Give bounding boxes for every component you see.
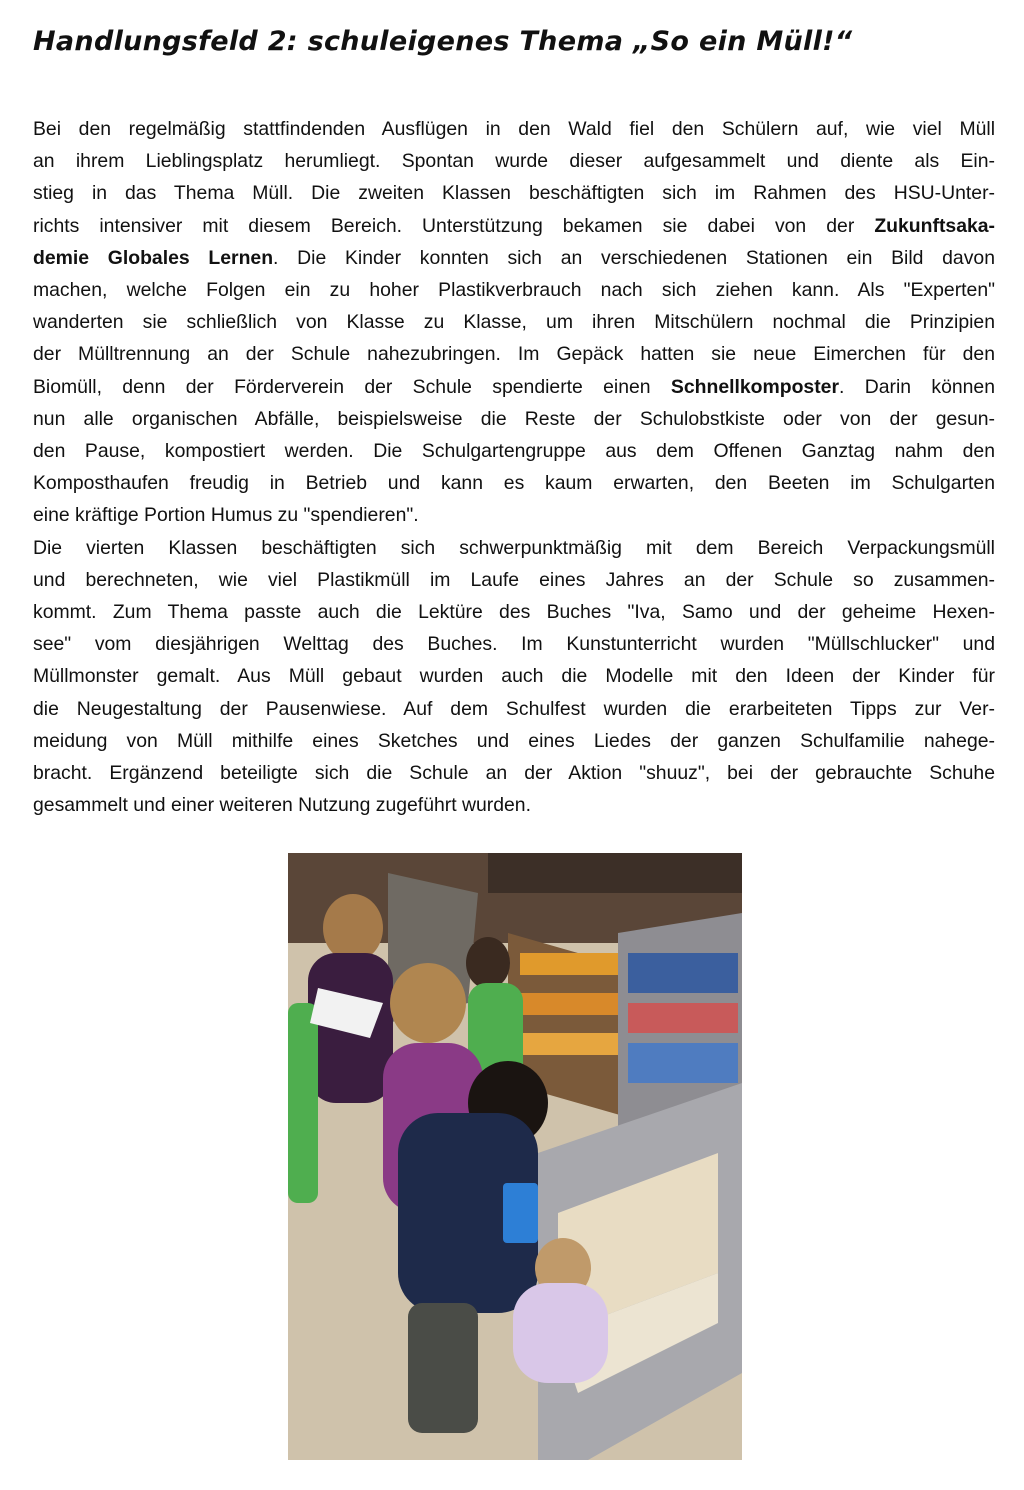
text-line: see" vom diesjährigen Welttag des Buches. Im Kunstunterricht wurden "Müllschlucker" und bbox=[33, 633, 995, 656]
photo-tablet bbox=[503, 1183, 538, 1243]
text-line: bracht. Ergänzend beteiligte sich die Schule an der Aktion "shuuz", bei der gebrauchte Schuhe bbox=[33, 762, 995, 785]
text-line: den Pause, kompostiert werden. Die Schulgartengruppe aus dem Offenen Ganztag nahm den bbox=[33, 440, 995, 463]
text-fragment: . Die Kinder konnten sich an verschiedenen Stationen ein Bild davon bbox=[273, 246, 995, 269]
highlight-zukunftsakademie-part1: Zukunftsaka- bbox=[874, 214, 995, 237]
highlight-schnellkomposter: Schnellkomposter bbox=[670, 375, 840, 398]
text-line: gesammelt und einer weiteren Nutzung zugeführt wurden. bbox=[33, 794, 531, 817]
text-line bbox=[33, 210, 995, 242]
text-line: meidung von Müll mithilfe eines Sketches und eines Liedes der ganzen Schulfamilie nahege- bbox=[33, 729, 995, 752]
text-fragment: Biomüll, denn der Förderverein der Schule spendierte einen bbox=[33, 375, 671, 398]
photo-child-hair bbox=[323, 894, 383, 962]
text-line: Müllmonster gemalt. Aus Müll gebaut wurden auch die Modelle mit den Ideen der Kinder für bbox=[33, 665, 995, 688]
text-line: wanderten sie schließlich von Klasse zu Klasse, um ihren Mitschülern nochmal die Prinzipien bbox=[33, 311, 995, 334]
text-fragment: richts intensiver mit diesem Bereich. Unterstützung bekamen sie dabei von der bbox=[33, 214, 875, 237]
text-line: die Neugestaltung der Pausenwiese. Auf dem Schulfest wurden die erarbeiteten Tipps zur Ver- bbox=[33, 697, 995, 720]
text-line: kommt. Zum Thema passte auch die Lektüre des Buches "Iva, Samo und der geheime Hexen- bbox=[33, 601, 995, 624]
article-body bbox=[33, 113, 995, 821]
text-line: stieg in das Thema Müll. Die zweiten Klassen beschäftigten sich im Rahmen des HSU-Unter- bbox=[33, 182, 995, 205]
text-line bbox=[33, 371, 995, 403]
text-line: Bei den regelmäßig stattfindenden Ausflügen in den Wald fiel den Schülern auf, wie viel Müll bbox=[33, 118, 995, 140]
text-line: Komposthaufen freudig in Betrieb und kann es kaum erwarten, den Beeten im Schulgarten bbox=[33, 472, 995, 495]
supermarket-photo bbox=[288, 853, 742, 1460]
text-line: der Mülltrennung an der Schule nahezubringen. Im Gepäck hatten sie neue Eimerchen für den bbox=[33, 343, 995, 366]
page-title: Handlungsfeld 2: schuleigenes Thema „So ein Müll!“ bbox=[33, 26, 853, 57]
highlight-zukunftsakademie-part2: demie Globales Lernen bbox=[33, 246, 274, 269]
text-line: machen, welche Folgen ein zu hoher Plastikverbrauch nach sich ziehen kann. Als "Experten" bbox=[33, 279, 995, 302]
photo-child-lilac-jacket bbox=[513, 1283, 608, 1383]
photo-illustration bbox=[288, 853, 742, 1460]
text-line bbox=[33, 242, 995, 274]
text-line: an ihrem Lieblingsplatz herumliegt. Spontan wurde dieser aufgesammelt und diente als Ein- bbox=[33, 150, 995, 173]
text-line: nun alle organischen Abfälle, beispielsweise die Reste der Schulobstkiste oder von der gesun- bbox=[33, 407, 995, 430]
text-line: eine kräftige Portion Humus zu "spendieren". bbox=[33, 504, 419, 527]
text-line: und berechneten, wie viel Plastikmüll im Laufe eines Jahres an der Schule so zusammen- bbox=[33, 568, 995, 591]
text-line: Die vierten Klassen beschäftigten sich schwerpunktmäßig mit dem Bereich Verpackungsmüll bbox=[33, 536, 995, 559]
text-fragment: . Darin können bbox=[839, 375, 995, 398]
